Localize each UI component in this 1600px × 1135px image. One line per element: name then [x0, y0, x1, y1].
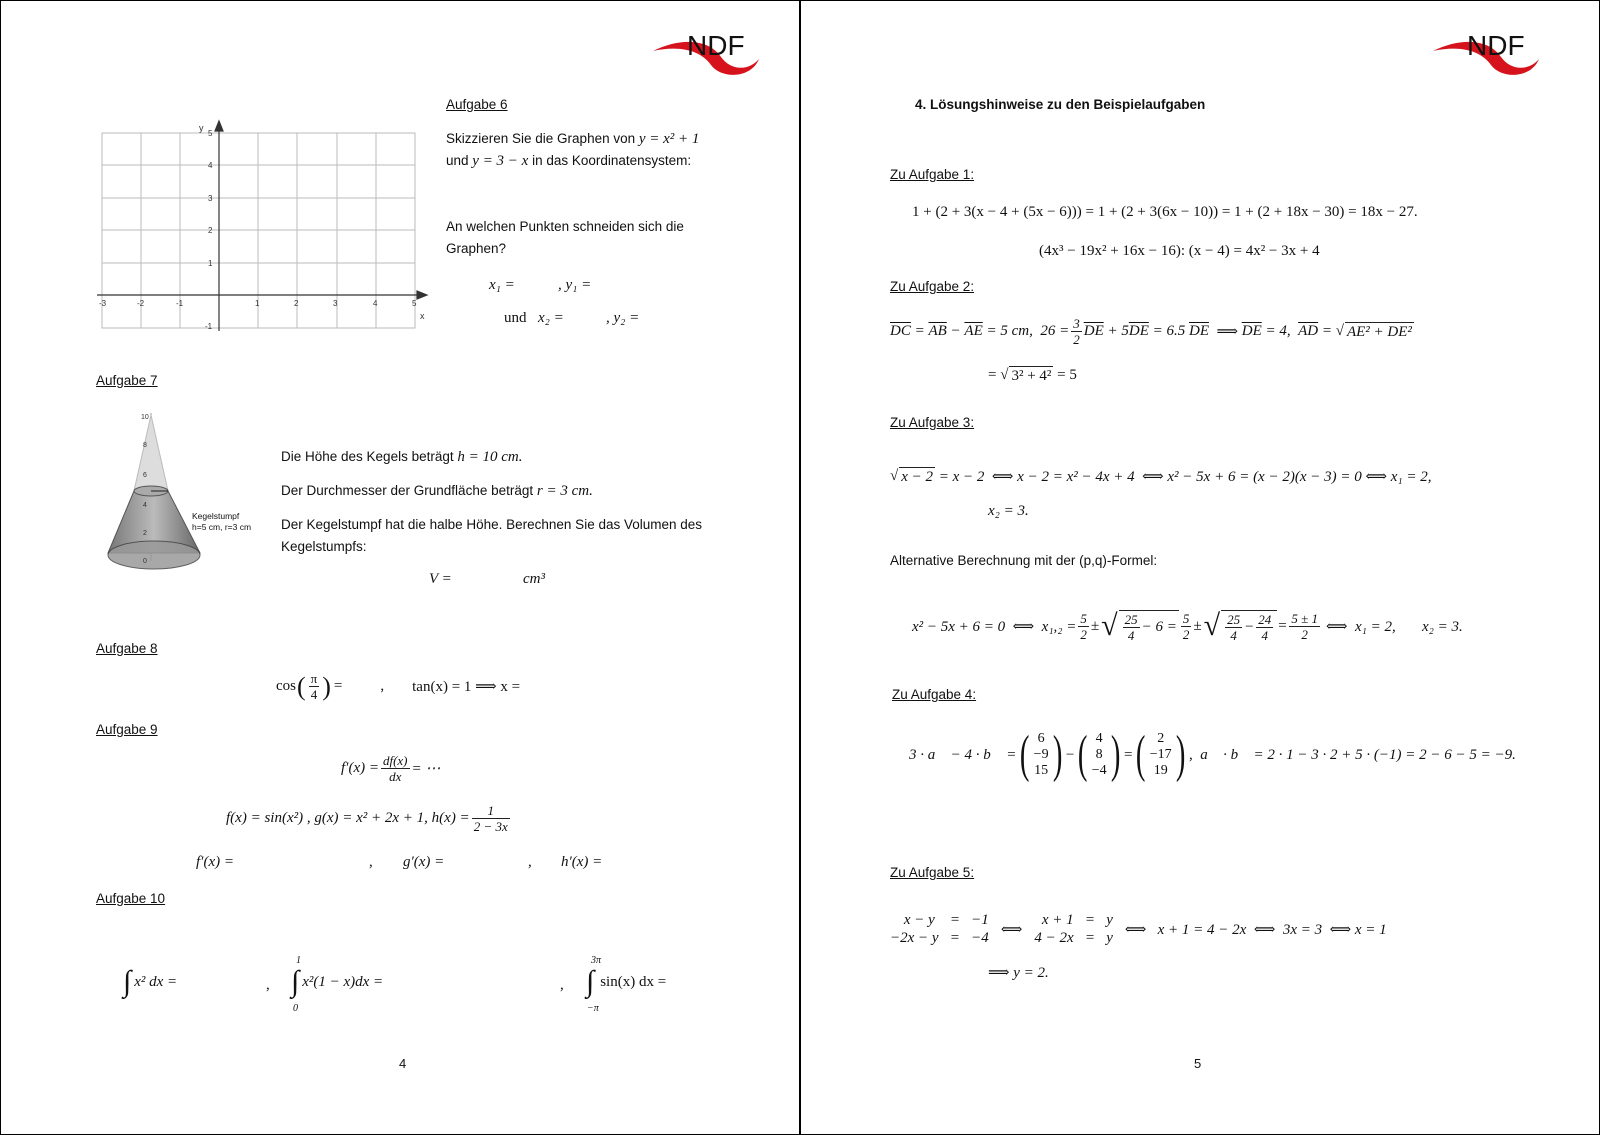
x-tick: 1	[255, 299, 260, 308]
cone-tick: 10	[141, 414, 149, 421]
cone-caption: Kegelstumpf h=5 cm, r=3 cm	[192, 511, 252, 532]
integral-2: ∫ x²(1 − x)dx = 1 0	[291, 955, 384, 1014]
zu1-equation2: (4x³ − 19x² + 16x − 16): (x − 4) = 4x² − 3x + 4	[1039, 243, 1320, 259]
x-axis-label: x	[420, 311, 425, 321]
logo-text: NDF	[1467, 30, 1525, 61]
vector-2: ( 4 8 −4 )	[1078, 726, 1121, 783]
und-label: und	[504, 310, 527, 326]
aufgabe6-question: An welchen Punkten schneiden sich die	[446, 219, 684, 234]
zu-aufgabe1-title: Zu Aufgabe 1:	[890, 167, 975, 182]
fprime-label: f′(x) =	[196, 854, 234, 870]
comma: ,	[266, 977, 270, 993]
cone-tick: 8	[143, 442, 147, 449]
aufgabe9-title: Aufgabe 9	[96, 722, 158, 737]
x-tick: 3	[333, 299, 338, 308]
zu2-equation1: $\overline{DC}$ = $\overline{AB}$ − $\overline{AE}$ = 5 cm, 26 = $\frac{3}{2}$ $\overline{DE}$ + 5 $\overline{DE}$ = 6.5 $\overline{DE}$ ⟹ $\overline{DE}$ = 4, $\overline{AD}$ = √ AE² + DE²	[890, 316, 1412, 347]
x-tick: -1	[176, 299, 184, 308]
cone-tick: 4	[143, 502, 147, 509]
y-axis-label: y	[199, 123, 204, 133]
page-number: 4	[399, 1056, 407, 1071]
aufgabe6-title: Aufgabe 6	[446, 97, 508, 112]
aufgabe7-line1: Die Höhe des Kegels beträgt h = 10 cm.	[281, 449, 523, 465]
aufgabe6-line1: Skizzieren Sie die Graphen von y = x² + 1	[446, 131, 700, 147]
y-tick: -1	[205, 322, 213, 331]
aufgabe6-question-2: Graphen?	[446, 241, 507, 256]
zu-aufgabe4-title: Zu Aufgabe 4:	[892, 687, 977, 702]
volume-label: V =	[429, 571, 452, 587]
aufgabe7-line2: Der Durchmesser der Grundfläche beträgt r = 3 cm.	[281, 483, 593, 499]
vector-1: ( 6 −9 15 )	[1020, 726, 1063, 783]
zu-aufgabe2-title: Zu Aufgabe 2:	[890, 279, 975, 294]
hprime-label: h′(x) =	[561, 854, 603, 870]
volume-unit: cm³	[523, 571, 545, 587]
y-tick: 3	[208, 194, 213, 203]
aufgabe7-line3: Der Kegelstumpf hat die halbe Höhe. Berechnen Sie das Volumen des	[281, 517, 703, 532]
zu3-equation2: x₂ = 3.	[988, 503, 1029, 519]
zu5-system: x − y = −1 −2x − y = −4 ⟺ x + 1 = y 4 − 2x = y ⟺ x + 1 = 4 − 2x ⟺ 3x = 3 ⟺ x = 1	[890, 912, 1387, 946]
ndf-logo	[1431, 29, 1541, 79]
ndf-logo	[651, 29, 761, 79]
integral-3: ∫ sin(x) dx = 3π −π	[586, 955, 667, 1014]
page-number: 5	[1194, 1056, 1202, 1071]
comma: ,	[560, 977, 564, 993]
logo-text: NDF	[687, 30, 745, 61]
x-tick: -2	[137, 299, 145, 308]
comma: ,	[528, 854, 532, 870]
cone-tick: 2	[143, 530, 147, 537]
zu4-equation: 3 · a⃗ − 4 · b⃗ = ( 6 −9 15 ) − ( 4 8 −4 ) = ( 2 −17 19 ) , a⃗ · b⃗ = 2 · 1 − 3 · 2 + 5 · (−1) = 2 − 6 − 5 = −9.	[909, 726, 1516, 783]
aufgabe6-line2: und y = 3 − x in das Koordinatensystem:	[446, 153, 692, 169]
zu3-equation1: √ x − 2 = x − 2 ⟺ x − 2 = x² − 4x + 4 ⟺ x² − 5x + 6 = (x − 2)(x − 3) = 0 ⟺ x₁ = 2,	[890, 468, 1432, 485]
pq-formula-equation: x² − 5x + 6 = 0 ⟺ x₁,₂ = $\frac{5}{2}$ ± √ $\frac{25}{4}$ − 6 = $\frac{5}{2}$ ± √ $\frac{25}{4}$ − $\frac{24}{4}$ = $\frac{5 \pm 1}{2}$ ⟺ x₁ = 2, x₂ = 3.	[912, 609, 1463, 643]
coordinate-grid[interactable]	[97, 119, 437, 337]
y-tick: 5	[208, 129, 213, 138]
cone-figure	[106, 411, 266, 591]
page-5	[800, 0, 1600, 1135]
x1-label: x₁ =	[489, 277, 515, 293]
pq-formula-intro: Alternative Berechnung mit der (p,q)-Formel:	[890, 553, 1158, 568]
aufgabe7-line4: Kegelstumpfs:	[281, 539, 367, 554]
derivative-definition: f′(x) = $\frac{df(x)}{dx}$ = ⋯	[341, 753, 441, 784]
zu5-result: ⟹ y = 2.	[988, 965, 1049, 981]
function-definitions: f(x) = sin(x²) , g(x) = x² + 2x + 1, h(x) = $\frac{1}{2 - 3x}$	[226, 803, 508, 834]
comma: ,	[369, 854, 373, 870]
x-tick: 2	[294, 299, 299, 308]
zu-aufgabe5-title: Zu Aufgabe 5:	[890, 865, 975, 880]
y-tick: 2	[208, 226, 213, 235]
aufgabe7-title: Aufgabe 7	[96, 373, 158, 388]
aufgabe8-equation: cos ( $\frac{\pi}{4}$ ) = , tan(x) = 1 ⟹ x =	[276, 671, 521, 702]
aufgabe8-title: Aufgabe 8	[96, 641, 158, 656]
y-tick: 1	[208, 259, 213, 268]
integral-1: ∫ x² dx =	[123, 965, 178, 998]
x-tick: 4	[373, 299, 378, 308]
aufgabe10-title: Aufgabe 10	[96, 891, 166, 906]
section-heading: 4. Lösungshinweise zu den Beispielaufgaben	[915, 97, 1206, 112]
zu2-equation2: = √ 3² + 4² = 5	[988, 367, 1077, 384]
zu1-equation1: 1 + (2 + 3(x − 4 + (5x − 6))) = 1 + (2 + 3(6x − 10)) = 1 + (2 + 18x − 30) = 18x − 27.	[912, 204, 1418, 220]
zu-aufgabe3-title: Zu Aufgabe 3:	[890, 415, 975, 430]
y-tick: 4	[208, 161, 213, 170]
cone-tick: 6	[143, 472, 147, 479]
x-tick: 5	[412, 299, 417, 308]
cone-tick: 0	[143, 558, 147, 565]
x-tick: -3	[99, 299, 107, 308]
x2-label: x₂ =	[538, 310, 564, 326]
y1-label: , y₁ =	[558, 277, 592, 293]
gprime-label: g′(x) =	[403, 854, 445, 870]
vector-3: ( 2 −17 19 )	[1136, 726, 1186, 783]
y2-label: , y₂ =	[606, 310, 640, 326]
